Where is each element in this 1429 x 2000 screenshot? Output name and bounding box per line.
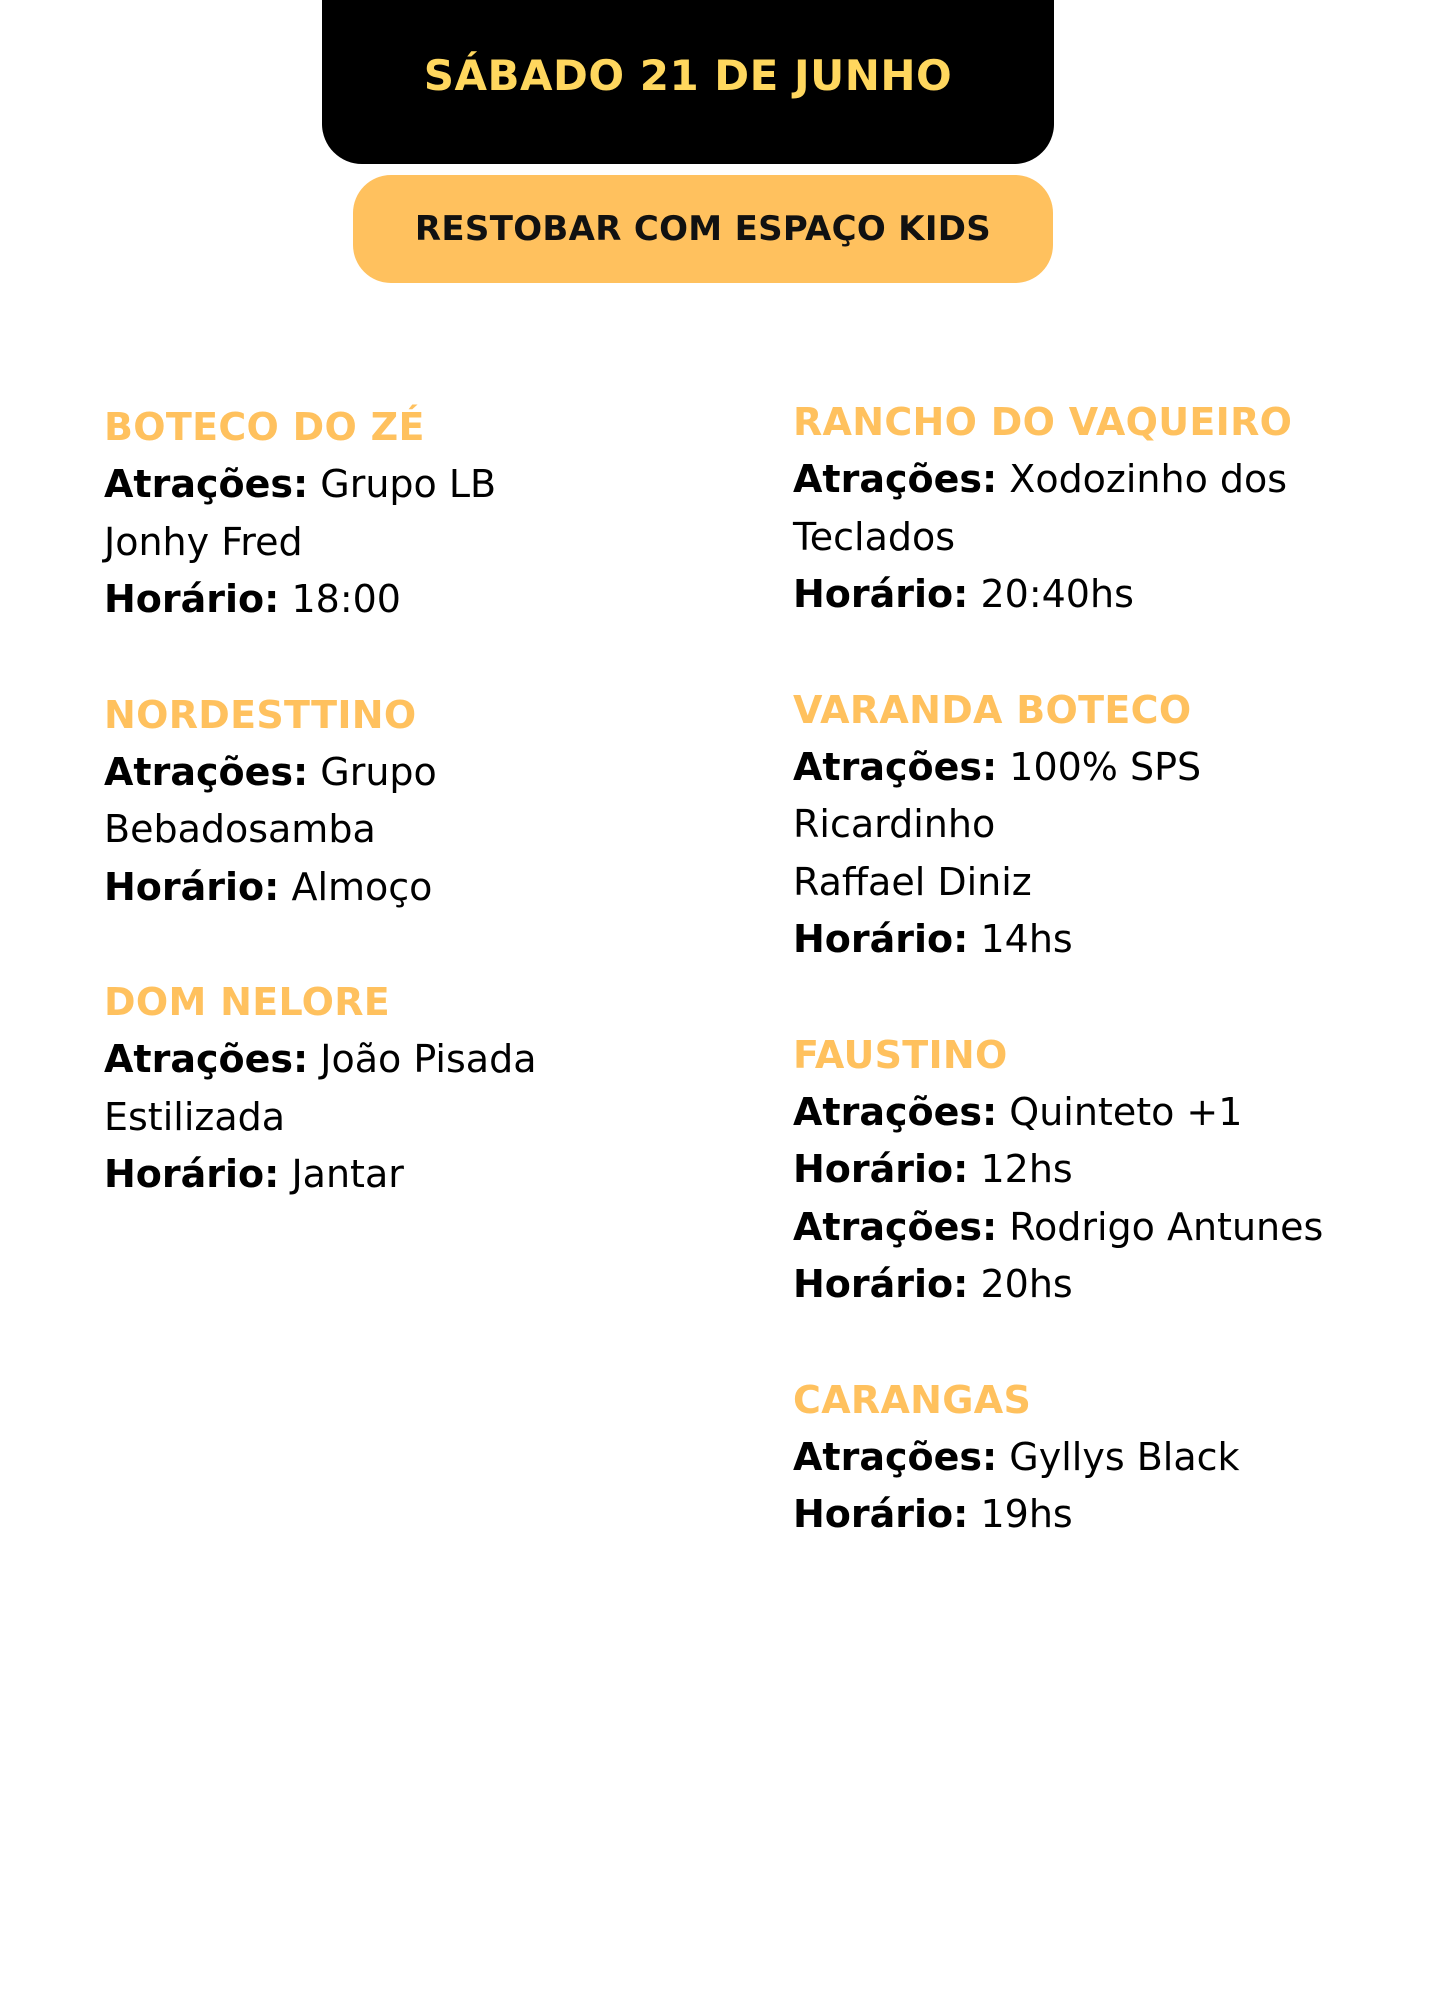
attractions-label: Atrações: <box>793 1089 998 1134</box>
date-banner <box>322 0 1054 164</box>
attractions-extra-line: Estilizada <box>104 1094 286 1139</box>
attractions-value: 100% SPS <box>1009 744 1202 789</box>
schedule-line <box>793 911 1429 969</box>
attractions-value: João Pisada <box>320 1037 537 1081</box>
right-venue-column <box>793 393 1429 1544</box>
schedule-line <box>793 1486 1429 1544</box>
category-pill <box>353 175 1053 283</box>
venue-name: NORDESTTINO <box>104 692 417 737</box>
category-label: RESTOBAR COM ESPAÇO KIDS <box>414 209 992 249</box>
attractions-extra-line: Jonhy Fred <box>104 519 303 564</box>
venue-dom-nelore <box>104 973 744 1204</box>
schedule-line <box>104 859 744 917</box>
attractions-extra-line: Ricardinho <box>793 802 996 846</box>
schedule-line <box>793 566 1429 624</box>
left-venue-column <box>104 398 744 1204</box>
attractions-extra-line: Teclados <box>793 514 956 559</box>
attractions-value: Gyllys Black <box>1009 1434 1240 1479</box>
attractions-label: Atrações: <box>793 1204 998 1249</box>
attractions-line <box>793 1084 1429 1142</box>
attractions-value: Quinteto +1 <box>1009 1089 1243 1134</box>
attractions-label: Atrações: <box>104 1037 309 1081</box>
schedule-label: Horário: <box>793 917 969 961</box>
attractions-line <box>104 744 744 802</box>
attractions-extra-line: Bebadosamba <box>104 807 376 851</box>
schedule-value-2: 20hs <box>980 1262 1073 1306</box>
attractions-value: Grupo LB <box>320 462 497 506</box>
schedule-value: 18:00 <box>291 577 401 621</box>
attractions-line <box>793 451 1429 509</box>
venue-faustino <box>793 1026 1429 1314</box>
venue-name: VARANDA BOTECO <box>793 687 1192 732</box>
attractions-extra-line: Raffael Diniz <box>793 859 1032 904</box>
schedule-label: Horário: <box>793 1262 969 1306</box>
venue-name: CARANGAS <box>793 1377 1032 1422</box>
schedule-label: Horário: <box>104 1152 280 1196</box>
venue-boteco-do-ze <box>104 398 744 629</box>
schedule-label: Horário: <box>793 1492 969 1536</box>
schedule-value: 19hs <box>980 1492 1073 1536</box>
schedule-label: Horário: <box>793 1147 969 1191</box>
attractions-value: Xodozinho dos <box>1009 457 1288 501</box>
schedule-value: 20:40hs <box>980 572 1134 616</box>
event-date: SÁBADO 21 DE JUNHO <box>423 50 953 100</box>
schedule-line-2 <box>793 1256 1429 1314</box>
attractions-label: Atrações: <box>793 744 998 789</box>
attractions-label: Atrações: <box>793 1434 998 1479</box>
schedule-value: Almoço <box>291 864 433 909</box>
schedule-value: 12hs <box>980 1147 1073 1191</box>
attractions-value-2: Rodrigo Antunes <box>1009 1204 1324 1249</box>
schedule-value: 14hs <box>980 917 1073 961</box>
schedule-label: Horário: <box>793 572 969 616</box>
schedule-value: Jantar <box>291 1152 404 1196</box>
venue-name: BOTECO DO ZÉ <box>104 405 425 449</box>
schedule-label: Horário: <box>104 864 280 909</box>
venue-nordesttino <box>104 686 744 917</box>
venue-name: DOM NELORE <box>104 980 391 1024</box>
attractions-label: Atrações: <box>104 749 309 794</box>
venue-name: RANCHO DO VAQUEIRO <box>793 400 1293 444</box>
schedule-line <box>104 1146 744 1204</box>
schedule-label: Horário: <box>104 577 280 621</box>
attractions-line <box>104 1031 744 1089</box>
venue-rancho-do-vaqueiro <box>793 393 1429 624</box>
attractions-line-2 <box>793 1199 1429 1257</box>
attractions-value: Grupo <box>320 749 437 794</box>
schedule-line <box>793 1141 1429 1199</box>
schedule-line <box>104 571 744 629</box>
venue-varanda-boteco <box>793 681 1429 969</box>
attractions-line <box>104 456 744 514</box>
attractions-line <box>793 1429 1429 1487</box>
attractions-line <box>793 739 1429 797</box>
venue-name: FAUSTINO <box>793 1032 1008 1077</box>
venue-carangas <box>793 1371 1429 1544</box>
attractions-label: Atrações: <box>793 457 998 501</box>
attractions-label: Atrações: <box>104 462 309 506</box>
